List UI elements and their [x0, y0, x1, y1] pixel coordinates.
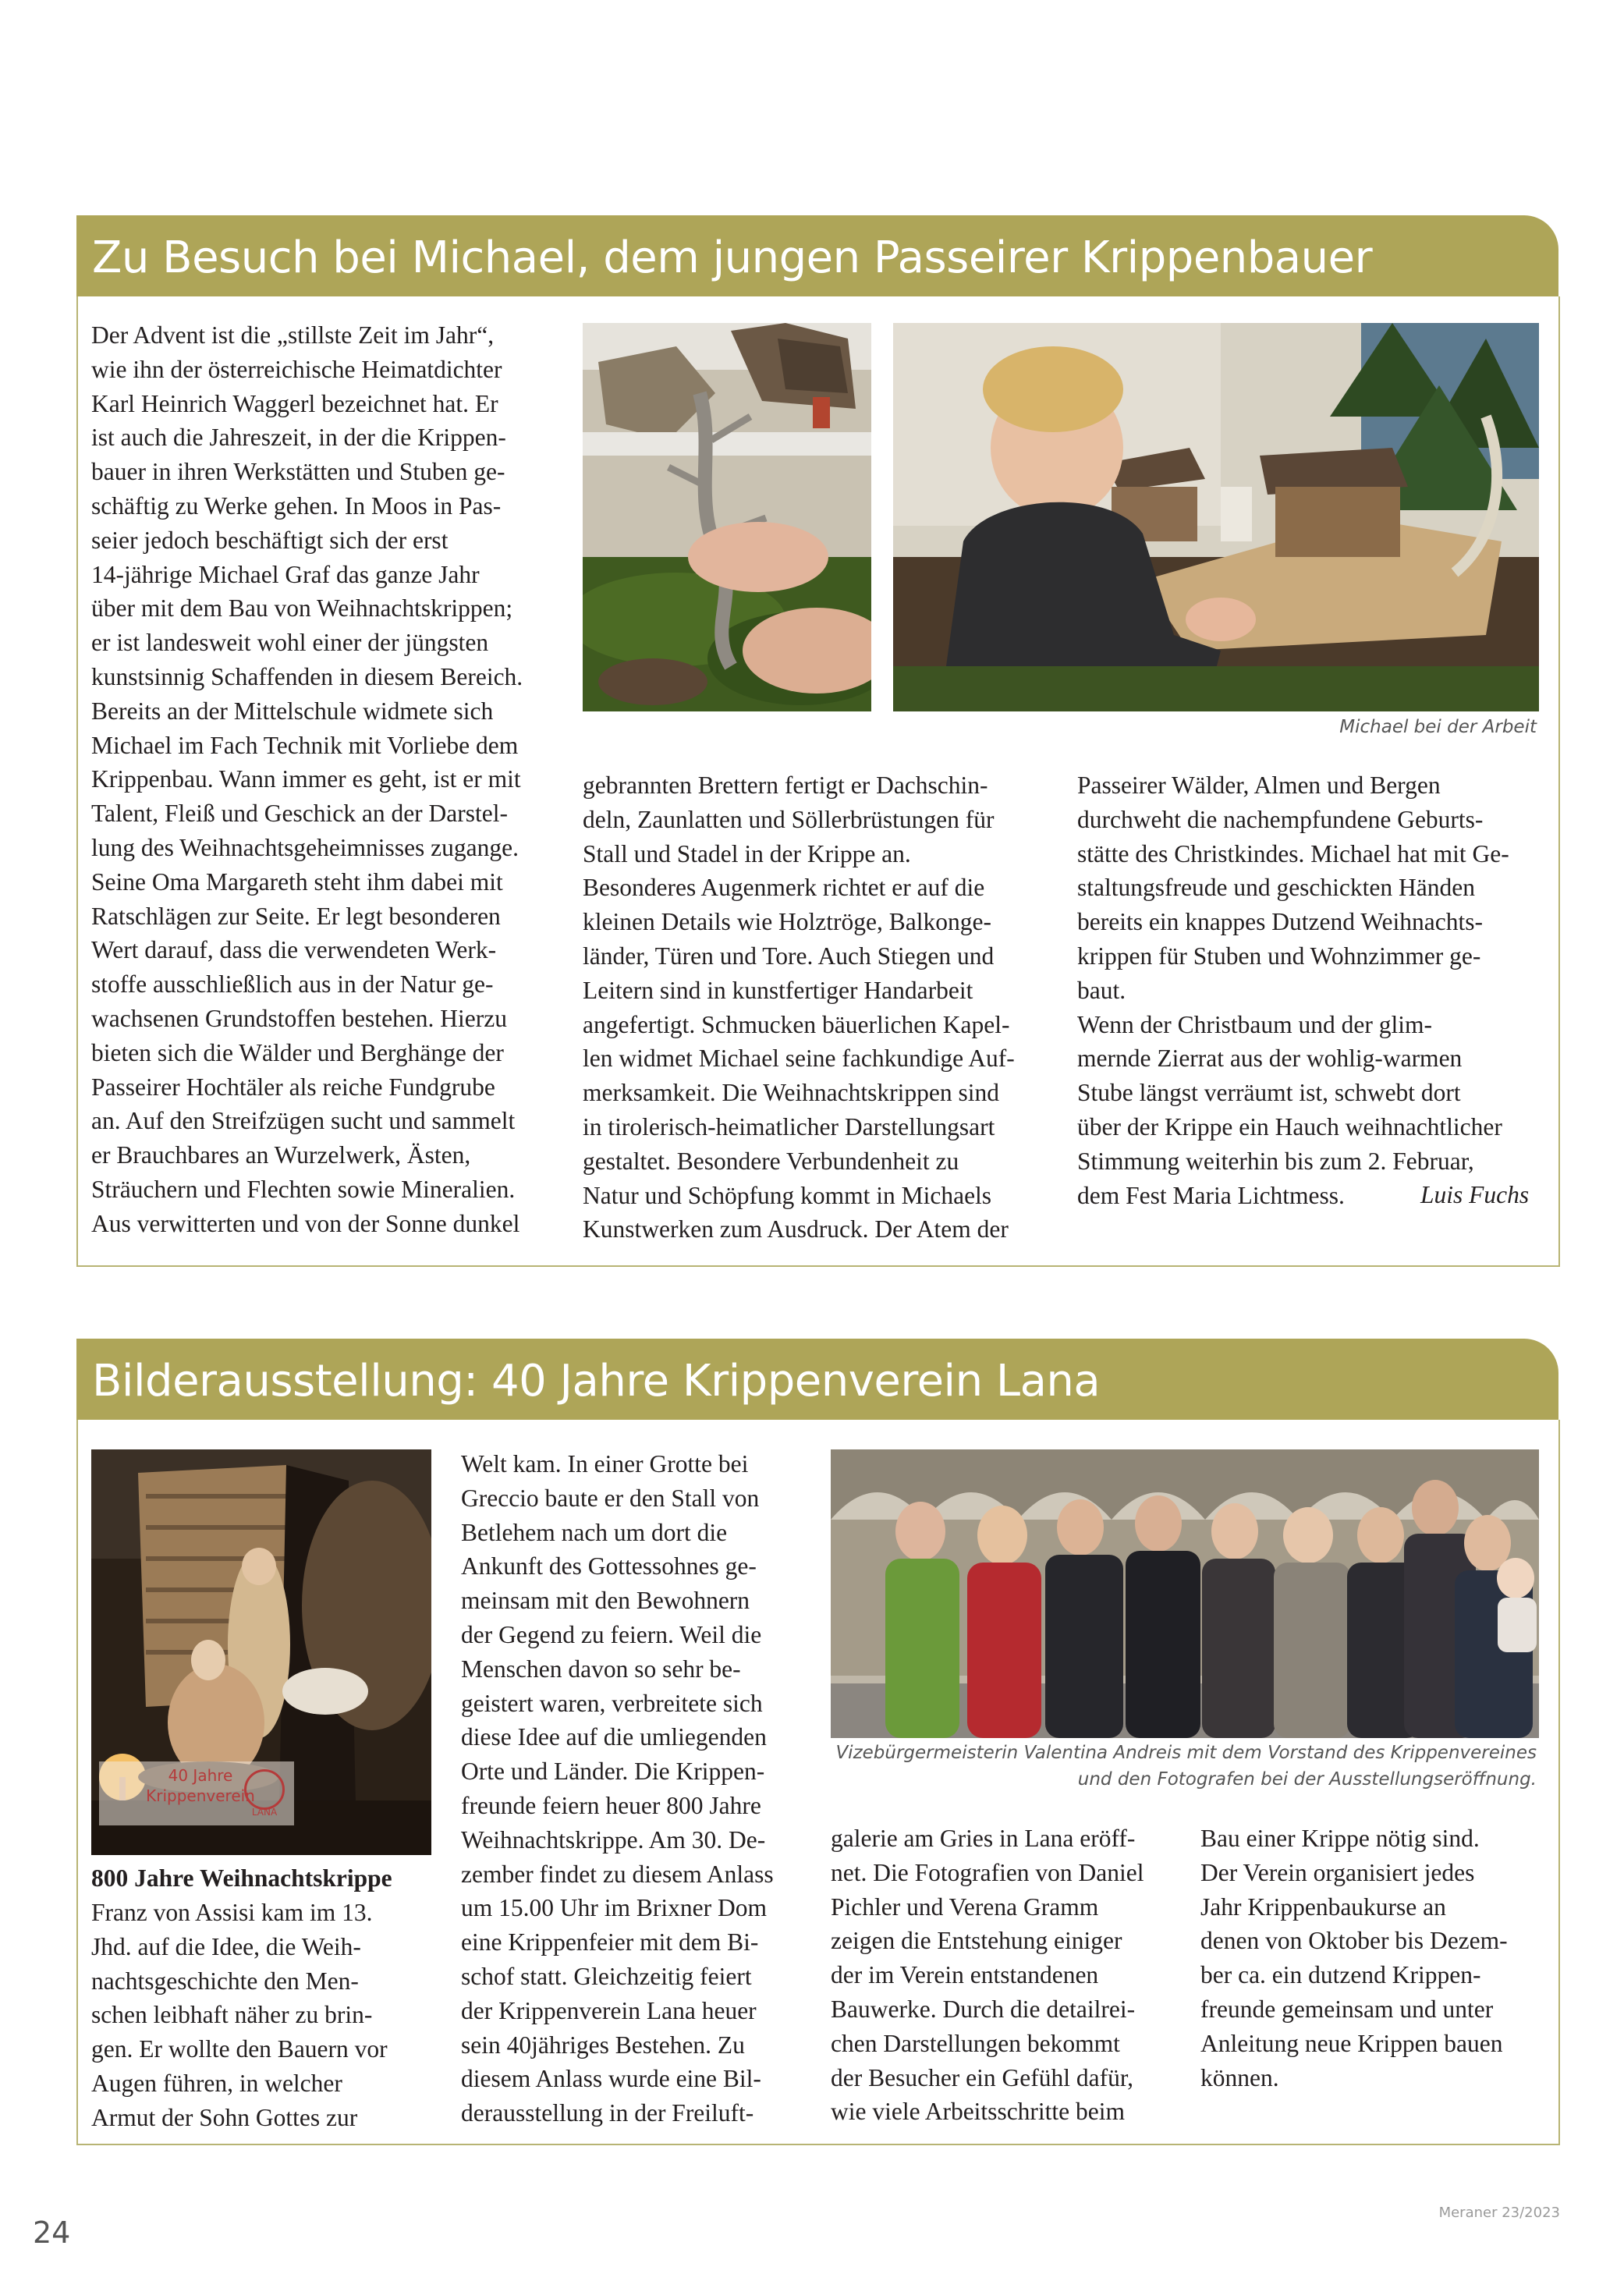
- photo-nativity-scene: [91, 1449, 431, 1855]
- photo-hands-root: [583, 323, 871, 711]
- article1-title: Zu Besuch bei Michael, dem jungen Passeirer Krippenbauer: [92, 232, 1373, 283]
- badge-logo: [244, 1769, 285, 1810]
- article2-column-2: Welt kam. In einer Grotte bei Greccio baute er den Stall von Betlehem nach um dort die Ankunft des Gottessohnes ge- meinsam mit den Bewohnern der Gegend zu feiern. Weil die Menschen davon so sehr be- geistert waren, verbreitete sich diese Idee auf die umliegenden Orte und Länder. Die Krippen- freunde feiern heuer 800 Jahre Weihnachtskrippe. Am 30. De- zember findet zu diesem Anlass um 15.00 Uhr im Brixner Dom eine Krippenfeier mit dem Bi- schof statt. Gleichzeitig feiert der Krippenverein Lana heuer sein 40jähriges Bestehen. Zu diesem Anlass wurde eine Bil- derausstellung in der Freiluft-: [461, 1450, 774, 2127]
- photo-group-opening: [831, 1449, 1539, 1738]
- badge-line-2: Krippenverein: [146, 1786, 255, 1805]
- article2-title: Bilderausstellung: 40 Jahre Krippenverein Lana: [92, 1356, 1101, 1407]
- article2-subheading: 800 Jahre Weihnachtskrippe: [91, 1864, 392, 1892]
- article1-header: [76, 215, 1558, 296]
- article1-column-2: gebrannten Brettern fertigt er Dachschin- deln, Zaunlatten und Söllerbrüstungen für Stall und Stadel in der Krippe an. Besonderes Augenmerk richtet er auf die kleinen Details wie Holztröge, Balkonge- länder, Türen und Tore. Auch Stiegen und Leitern sind in kunstfertiger Handarbeit angefertigt. Schmucken bäuerlichen Kapel- len widmet Michael seine fachkundige Auf- merksamkeit. Die Weihnachtskrippen sind in tirolerisch-heimatlicher Darstellungsart gestaltet. Besondere Verbundenheit zu Natur und Schöpfung kommt in Michaels Kunstwerken zum Ausdruck. Der Atem der: [583, 772, 1015, 1243]
- article2-column-4: Bau einer Krippe nötig sind. Der Verein organisiert jedes Jahr Krippenbaukurse an denen von Oktober bis Dezem- ber ca. ein dutzend Krippen- freunde gemeinsam und unter Anleitung neue Krippen bauen können.: [1200, 1825, 1508, 2091]
- page-number: 24: [33, 2215, 71, 2250]
- magazine-issue: Meraner 23/2023: [1438, 2205, 1560, 2221]
- article2-photo-caption: Vizebürgermeisterin Valentina Andreis mit dem Vorstand des Krippenvereines und den Fotografen bei der Ausstellungseröffnung.: [835, 1743, 1537, 1790]
- badge-lana: LANA: [251, 1807, 278, 1818]
- article2-column-1: Franz von Assisi kam im 13. Jhd. auf die Idee, die Weih- nachtsgeschichte den Men- schen leibhaft näher zu brin- gen. Er wollte den Bauern vor Augen führen, in welcher Armut der Sohn Gottes zur: [91, 1899, 388, 2131]
- photo-michael-working: [893, 323, 1539, 711]
- article2-header: [76, 1339, 1558, 1420]
- article1-column-1: Der Advent ist die „stillste Zeit im Jahr“, wie ihn der österreichische Heimatdichter Karl Heinrich Waggerl bezeichnet hat. Er ist auch die Jahreszeit, in der die Krippen- bauer in ihren Werkstätten und Stuben ge- schäftig zu Werke gehen. In Moos in Pas- seier jedoch beschäftigt sich der erst 14-jährige Michael Graf das ganze Jahr über mit dem Bau von Weihnachtskrippen; er ist landesweit wohl einer der jüngsten kunstsinnig Schaffenden in diesem Bereich. Bereits an der Mittelschule widmete sich Michael im Fach Technik mit Vorliebe dem Krippenbau. Wann immer es geht, ist er mit Talent, Fleiß und Geschick an der Darstel- lung des Weihnachtsgeheimnisses zugange. Seine Oma Margareth steht ihm dabei mit Ratschlägen zur Seite. Er legt besonderen Wert darauf, dass die verwendeten Werk- stoffe ausschließlich aus in der Natur ge- wachsenen Grundstoffen bestehen. Hierzu bieten sich die Wälder und Berghänge der Passeirer Hochtäler als reiche Fundgrube an. Auf den Streifzügen sucht und sammelt er Brauchbares an Wurzelwerk, Ästen, Sträuchern und Flechten sowie Mineralien. Aus verwitterten und von der Sonne dunkel: [91, 321, 523, 1237]
- article1-photo-caption: Michael bei der Arbeit: [1339, 717, 1537, 737]
- article1-column-3: Passeirer Wälder, Almen und Bergen durchweht die nachempfundene Geburts- stätte des Christkindes. Michael hat mit Ge- staltungsfreude und geschickten Händen bereits ein knappes Dutzend Weihnachts- krippen für Stuben und Wohnzimmer ge- baut. Wenn der Christbaum und der glim- mernde Zierrat aus der wohlig-warmen Stube längst verräumt ist, schwebt dort über der Krippe ein Hauch weihnachtlicher Stimmung weiterhin bis zum 2. Februar, dem Fest Maria Lichtmess.: [1077, 772, 1509, 1209]
- article2-column-3: galerie am Gries in Lana eröff- net. Die Fotografien von Daniel Pichler und Verena Gramm zeigen die Entstehung einiger der im Verein entstandenen Bauwerke. Durch die detailrei- chen Darstellungen bekommt der Besucher ein Gefühl dafür, wie viele Arbeitsschritte beim: [831, 1825, 1144, 2126]
- badge-line-1: 40 Jahre: [168, 1766, 233, 1785]
- article1-author: Luis Fuchs: [1420, 1181, 1530, 1208]
